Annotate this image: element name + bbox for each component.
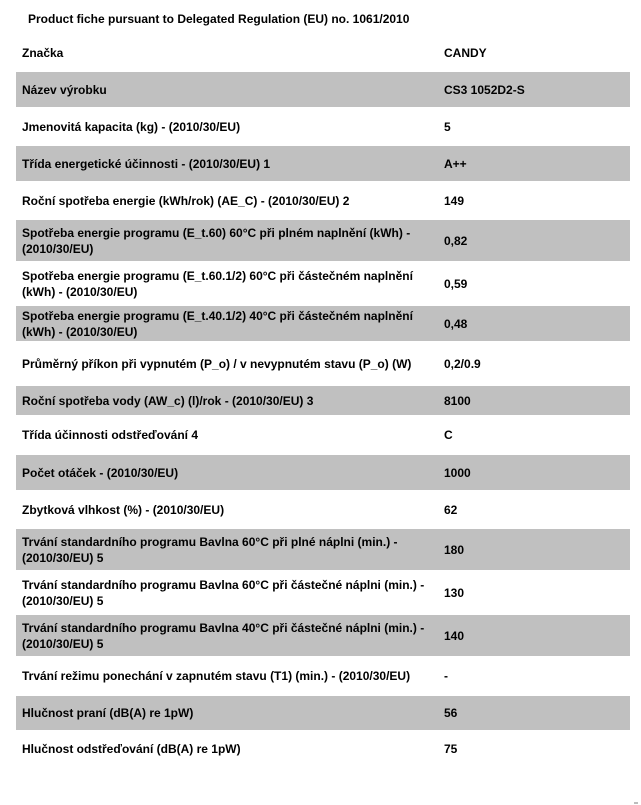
table-row-program-60-full [16, 529, 630, 572]
row-label: Hlučnost praní (dB(A) re 1pW) [22, 706, 194, 720]
row-label: Značka [22, 45, 64, 60]
row-value: 180 [444, 542, 465, 557]
row-label: Trvání standardního programu Bavlna 60°C při částečné náplni (min.) - (2010/30/EU) 5 [22, 577, 425, 608]
row-label: Spotřeba energie programu (E_t.60) 60°C při plném naplnění (kWh) - (2010/30/EU) [22, 225, 411, 256]
table-row-brand [16, 35, 630, 72]
row-value: 130 [444, 585, 465, 600]
row-value: 1000 [444, 465, 471, 480]
row-label: Trvání režimu ponechání v zapnutém stavu (T1) (min.) - (2010/30/EU) [22, 669, 411, 683]
row-label: Roční spotřeba energie (kWh/rok) (AE_C) - (2010/30/EU) 2 [22, 193, 350, 208]
row-label: Třída energetické účinnosti - (2010/30/EU) 1 [22, 156, 271, 171]
row-value: 5 [444, 119, 451, 134]
row-label: Počet otáček - (2010/30/EU) [22, 465, 179, 480]
row-label: Zbytková vlhkost (%) - (2010/30/EU) [22, 502, 225, 517]
row-value: 75 [444, 742, 458, 756]
row-value: 56 [444, 706, 458, 720]
row-value: 140 [444, 628, 465, 643]
table-row-spin-noise [16, 732, 630, 768]
table-row-moisture [16, 492, 630, 529]
row-value: 149 [444, 193, 465, 208]
row-value: 62 [444, 502, 458, 517]
row-value: 0,2/0.9 [444, 356, 481, 371]
row-label: Roční spotřeba vody (AW_c) (l)/rok - (2010/30/EU) 3 [22, 393, 314, 408]
row-label: Trvání standardního programu Bavlna 40°C při částečné náplni (min.) - (2010/30/EU) 5 [22, 620, 425, 651]
row-value: 8100 [444, 393, 471, 408]
row-value: - [444, 669, 448, 683]
table-row-energy-40-partial [16, 306, 630, 343]
page-title: Product fiche pursuant to Delegated Regulation (EU) no. 1061/2010 [28, 12, 410, 26]
table-row-water [16, 386, 630, 417]
row-value: 0,82 [444, 233, 468, 248]
table-row-program-60-partial [16, 572, 630, 615]
table-row-capacity [16, 109, 630, 146]
row-value: A++ [444, 156, 467, 171]
table-row-energy-class [16, 146, 630, 183]
row-value: C [444, 428, 453, 442]
row-label: Spotřeba energie programu (E_t.40.1/2) 40°C při částečném naplnění (kWh) - (2010/30/EU) [22, 308, 413, 339]
table-row-energy-60-full [16, 220, 630, 263]
table-row-rpm [16, 455, 630, 492]
row-value: CS3 1052D2-S [444, 82, 525, 97]
row-label: Název výrobku [22, 82, 107, 97]
row-value: 0,59 [444, 276, 468, 291]
table-row-energy-60-partial [16, 263, 630, 306]
row-label: Hlučnost odstřeďování (dB(A) re 1pW) [22, 742, 241, 756]
table-row-spin-class [16, 417, 630, 455]
row-value: CANDY [444, 45, 487, 60]
table-row-annual-energy [16, 183, 630, 220]
edge-mark [634, 802, 638, 804]
row-value: 0,48 [444, 316, 468, 331]
row-label: Spotřeba energie programu (E_t.60.1/2) 60°C při částečném naplnění (kWh) - (2010/30/EU) [22, 268, 413, 299]
table-row-wash-noise [16, 696, 630, 732]
row-label: Průměrný příkon při vypnutém (P_o) / v nevypnutém stavu (P_o) (W) [22, 356, 412, 371]
table-row-program-40-partial [16, 615, 630, 658]
table-row-product-name [16, 72, 630, 109]
product-fiche-table [16, 35, 630, 768]
row-label: Třída účinnosti odstřeďování 4 [22, 428, 198, 442]
row-label: Jmenovitá kapacita (kg) - (2010/30/EU) [22, 119, 241, 134]
table-row-left-on-mode [16, 658, 630, 696]
row-label: Trvání standardního programu Bavlna 60°C při plné náplni (min.) - (2010/30/EU) 5 [22, 534, 398, 565]
table-row-power [16, 343, 630, 386]
